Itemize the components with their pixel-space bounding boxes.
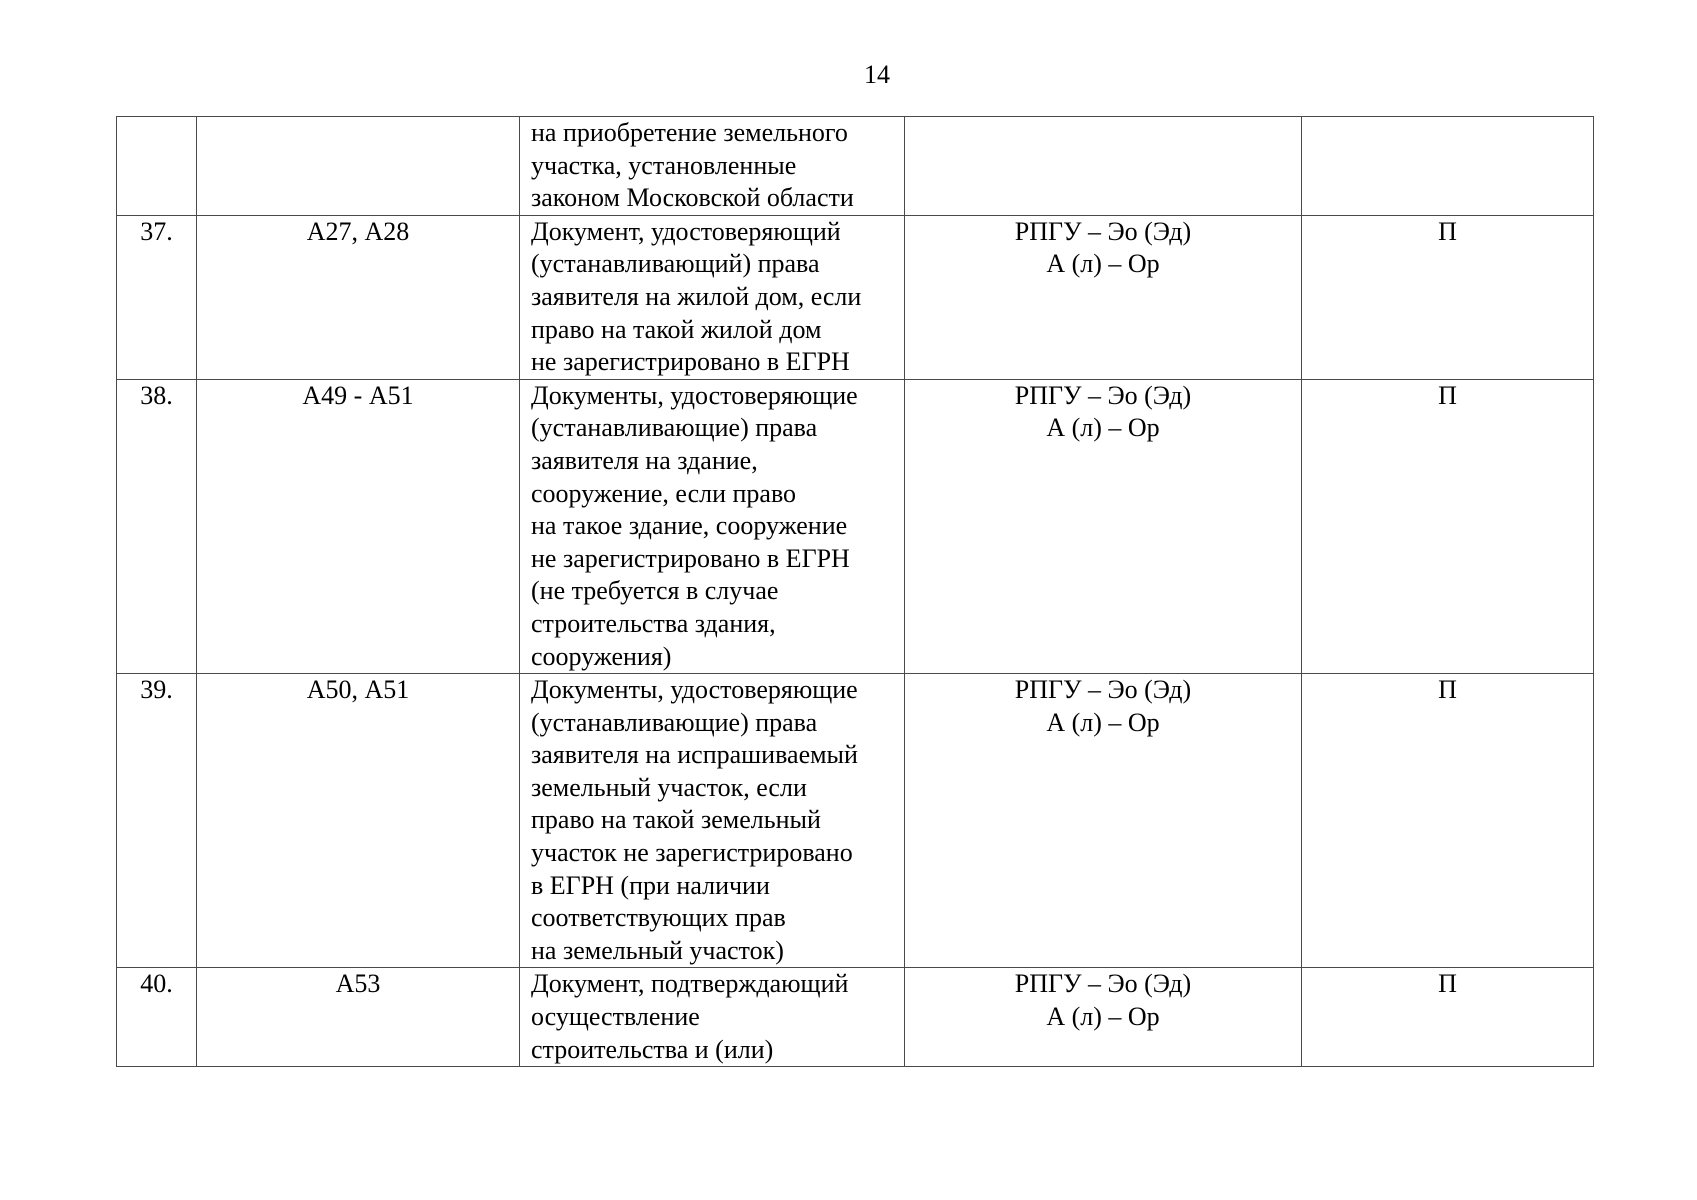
- description-line: законом Московской области: [531, 183, 854, 213]
- description-line: сооружение, если право: [531, 478, 797, 508]
- description-line: (устанавливающий) права: [531, 249, 820, 279]
- description-cell: [520, 674, 905, 968]
- source-cell: [905, 215, 1302, 379]
- source-line: А (л) – Ор: [1046, 413, 1160, 443]
- description-cell: [520, 379, 905, 673]
- source-line: А (л) – Ор: [1046, 1002, 1160, 1032]
- source-line: РПГУ – Эо (Эд): [1014, 675, 1192, 705]
- description-line: Документ, подтверждающий: [531, 969, 849, 999]
- document-type-cell: П: [1302, 379, 1594, 673]
- document-type-cell: П: [1302, 215, 1594, 379]
- description-line: право на такой жилой дом: [531, 314, 822, 344]
- table-row: [117, 674, 1594, 968]
- source-cell: [905, 379, 1302, 673]
- description-cell: [520, 215, 905, 379]
- source-cell: [905, 674, 1302, 968]
- description-line: сооружения): [531, 641, 672, 671]
- description-line: Документы, удостоверяющие: [531, 675, 858, 705]
- reference-cell: [197, 117, 520, 216]
- documents-table: [116, 116, 1594, 1067]
- reference-cell: А27, А28: [197, 215, 520, 379]
- source-cell: [905, 968, 1302, 1067]
- description-line: Документы, удостоверяющие: [531, 380, 858, 410]
- description-line: на приобретение земельного: [531, 118, 848, 147]
- page-number: 14: [864, 60, 890, 89]
- description-line: в ЕГРН (при наличии: [531, 870, 770, 900]
- table-row: [117, 117, 1594, 216]
- description-line: заявителя на жилой дом, если: [531, 281, 862, 311]
- description-line: (не требуется в случае: [531, 576, 779, 606]
- reference-cell: А50, А51: [197, 674, 520, 968]
- description-line: соответствующих прав: [531, 903, 786, 933]
- source-line: РПГУ – Эо (Эд): [1014, 216, 1192, 246]
- description-line: не зарегистрировано в ЕГРН: [531, 347, 850, 377]
- row-number-cell: 40.: [117, 968, 197, 1067]
- description-line: осуществление: [531, 1002, 700, 1032]
- description-line: участка, установленные: [531, 150, 797, 180]
- reference-cell: А49 - А51: [197, 379, 520, 673]
- description-line: (устанавливающие) права: [531, 707, 818, 737]
- source-line: А (л) – Ор: [1046, 249, 1160, 279]
- description-line: строительства и (или): [531, 1034, 774, 1064]
- row-number-cell: 39.: [117, 674, 197, 968]
- source-line: РПГУ – Эо (Эд): [1014, 380, 1192, 410]
- reference-cell: А53: [197, 968, 520, 1067]
- description-line: на такое здание, сооружение: [531, 511, 848, 541]
- description-line: заявителя на испрашиваемый: [531, 740, 858, 770]
- description-line: земельный участок, если: [531, 772, 807, 802]
- source-line: А (л) – Ор: [1046, 707, 1160, 737]
- description-line: право на такой земельный: [531, 805, 821, 835]
- description-line: Документ, удостоверяющий: [531, 216, 841, 246]
- row-number-cell: 38.: [117, 379, 197, 673]
- description-cell: [520, 117, 905, 216]
- source-cell: [905, 117, 1302, 216]
- table-row: [117, 215, 1594, 379]
- row-number-cell: 37.: [117, 215, 197, 379]
- row-number-cell: [117, 117, 197, 216]
- document-type-cell: [1302, 117, 1594, 216]
- description-line: (устанавливающие) права: [531, 413, 818, 443]
- source-line: РПГУ – Эо (Эд): [1014, 969, 1192, 999]
- description-line: не зарегистрировано в ЕГРН: [531, 543, 850, 573]
- description-cell: [520, 968, 905, 1067]
- table-row: [117, 968, 1594, 1067]
- description-line: участок не зарегистрировано: [531, 838, 853, 868]
- table-row: [117, 379, 1594, 673]
- description-line: заявителя на здание,: [531, 445, 758, 475]
- document-type-cell: П: [1302, 674, 1594, 968]
- document-type-cell: П: [1302, 968, 1594, 1067]
- description-line: на земельный участок): [531, 935, 784, 965]
- description-line: строительства здания,: [531, 608, 776, 638]
